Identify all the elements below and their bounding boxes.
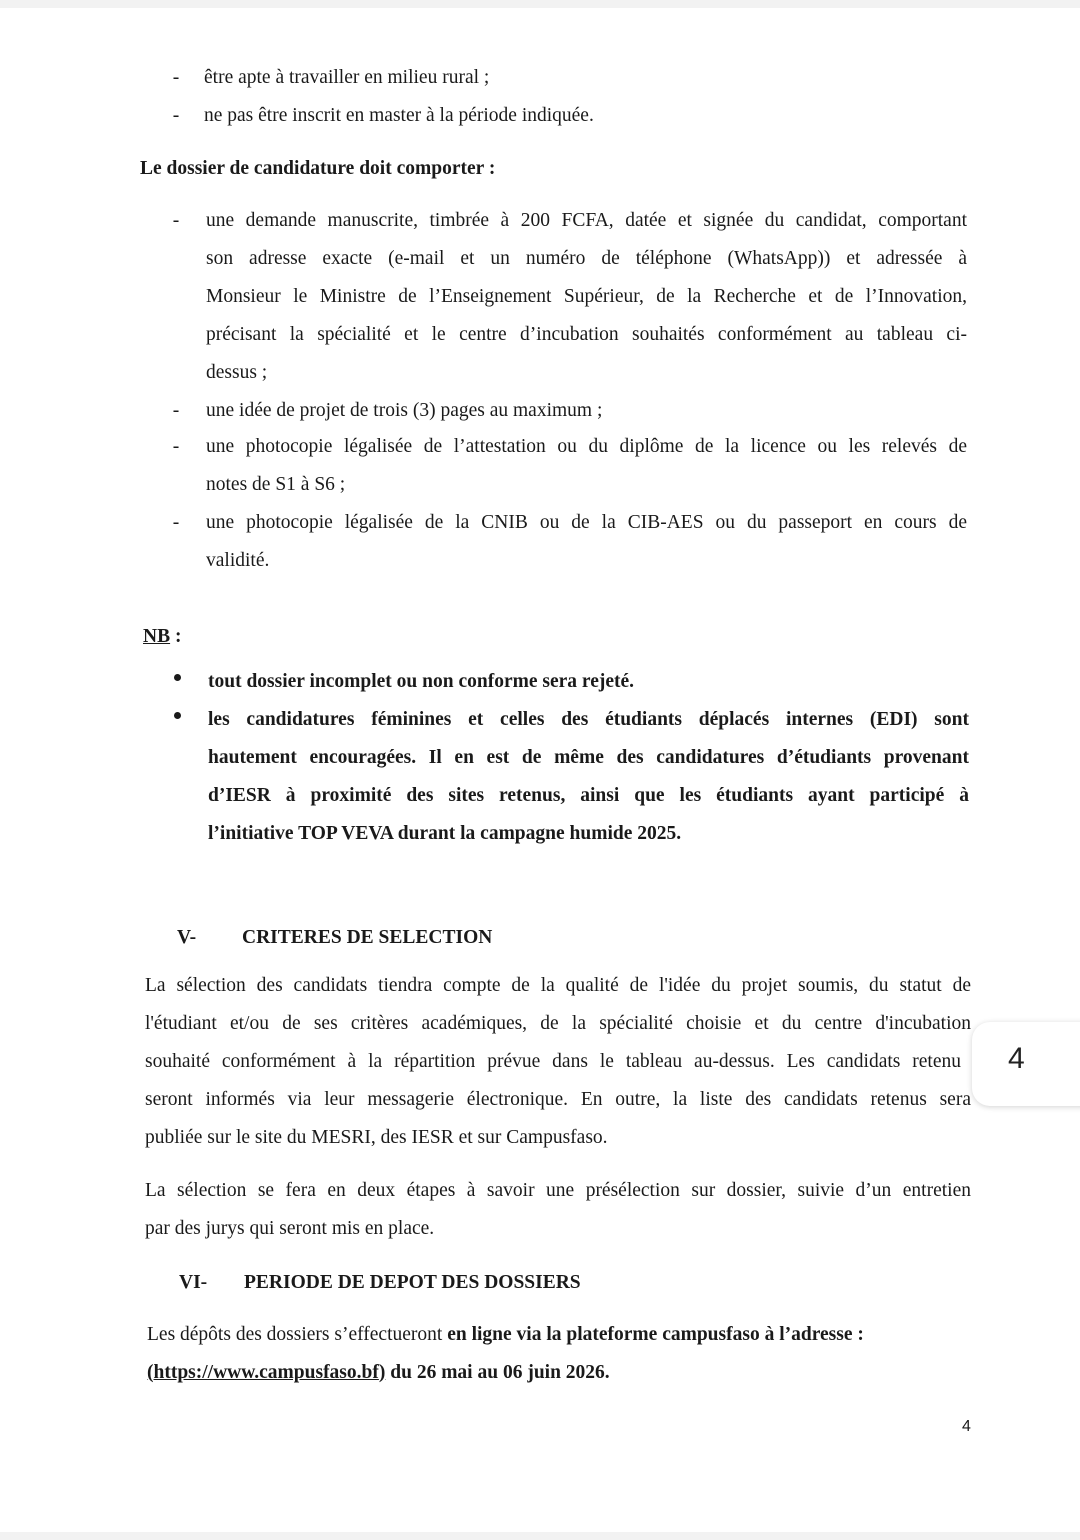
nb-item-line: tout dossier incomplet ou non conforme sera rejeté. bbox=[208, 671, 635, 692]
nb-colon: : bbox=[170, 626, 182, 647]
dossier-item-line: une idée de projet de trois (3) pages au maximum ; bbox=[206, 400, 603, 421]
page-indicator-tab[interactable] bbox=[972, 1022, 1080, 1106]
deposit-text-bold: en ligne via la plateforme campusfaso à l’adresse : bbox=[447, 1324, 864, 1345]
paragraph-line bbox=[147, 1354, 610, 1392]
nb-item-line: hautement encouragées. Il en est de même des candidatures d’étudiants provenant bbox=[208, 747, 969, 768]
link-text: https://www.campusfaso.bf bbox=[153, 1362, 379, 1383]
dossier-item-line: Monsieur le Ministre de l’Enseignement Supérieur, de la Recherche et de l’Innovation, bbox=[206, 286, 967, 307]
nb-label bbox=[143, 618, 181, 656]
list-item: être apte à travailler en milieu rural ; bbox=[204, 67, 490, 88]
paragraph-line: par des jurys qui seront mis en place. bbox=[145, 1218, 435, 1239]
section-number: VI- bbox=[179, 1272, 208, 1293]
deposit-text: Les dépôts des dossiers s’effectueront bbox=[147, 1324, 448, 1345]
list-dash-icon: - bbox=[172, 67, 180, 88]
document-page bbox=[0, 8, 1080, 1532]
nb-item-line: l’initiative TOP VEVA durant la campagne humide 2025. bbox=[208, 823, 682, 844]
link-paren-open: ( bbox=[147, 1362, 154, 1383]
bullet-icon bbox=[174, 674, 181, 681]
dossier-item-line: son adresse exacte (e-mail et un numéro de téléphone (WhatsApp)) et adressée à bbox=[206, 248, 967, 269]
dossier-item-line: une photocopie légalisée de l’attestation ou du diplôme de la licence ou les relevés de bbox=[206, 436, 967, 457]
section-title: PERIODE DE DEPOT DES DOSSIERS bbox=[244, 1272, 581, 1293]
dossier-item-line: notes de S1 à S6 ; bbox=[206, 474, 346, 495]
dossier-item-line: dessus ; bbox=[206, 362, 268, 383]
paragraph-line: souhaité conformément à la répartition prévue dans le tableau au-dessus. Les candidats retenu bbox=[145, 1051, 961, 1072]
list-item: ne pas être inscrit en master à la période indiquée. bbox=[204, 105, 594, 126]
campusfaso-link[interactable] bbox=[147, 1362, 385, 1383]
list-dash-icon: - bbox=[172, 512, 180, 533]
section-title: CRITERES DE SELECTION bbox=[242, 927, 493, 948]
paragraph-line: publiée sur le site du MESRI, des IESR et sur Campusfaso. bbox=[145, 1127, 608, 1148]
list-dash-icon: - bbox=[172, 210, 180, 231]
dossier-heading: Le dossier de candidature doit comporter : bbox=[140, 158, 496, 179]
nb-item-line: les candidatures féminines et celles des étudiants déplacés internes (EDI) sont bbox=[208, 709, 969, 730]
paragraph-line bbox=[147, 1316, 864, 1354]
paragraph-line: La sélection des candidats tiendra compte de la qualité de l'idée du projet soumis, du statut de bbox=[145, 975, 971, 996]
list-dash-icon: - bbox=[172, 105, 180, 126]
page-number: 4 bbox=[962, 1418, 971, 1435]
list-dash-icon: - bbox=[172, 400, 180, 421]
dossier-item-line: précisant la spécialité et le centre d’incubation souhaités conformément au tableau ci- bbox=[206, 324, 967, 345]
section-number: V- bbox=[177, 927, 197, 948]
bullet-icon bbox=[174, 712, 181, 719]
list-dash-icon: - bbox=[172, 436, 180, 457]
deposit-dates: du 26 mai au 06 juin 2026. bbox=[385, 1362, 610, 1383]
link-paren-close: ) bbox=[378, 1362, 386, 1383]
paragraph-line: seront informés via leur messagerie électronique. En outre, la liste des candidats retenus sera bbox=[145, 1089, 971, 1110]
nb-label-text: NB bbox=[143, 626, 171, 647]
dossier-item-line: une photocopie légalisée de la CNIB ou de la CIB-AES ou du passeport en cours de bbox=[206, 512, 967, 533]
page-indicator-number: 4 bbox=[1008, 1042, 1025, 1075]
dossier-item-line: une demande manuscrite, timbrée à 200 FCFA, datée et signée du candidat, comportant bbox=[206, 210, 967, 231]
dossier-item-line: validité. bbox=[206, 550, 270, 571]
nb-item-line: d’IESR à proximité des sites retenus, ainsi que les étudiants ayant participé à bbox=[208, 785, 969, 806]
paragraph-line: La sélection se fera en deux étapes à savoir une présélection sur dossier, suivie d’un entretien bbox=[145, 1180, 971, 1201]
paragraph-line: l'étudiant et/ou de ses critères académiques, de la spécialité choisie et du centre d'incubation bbox=[145, 1013, 971, 1034]
